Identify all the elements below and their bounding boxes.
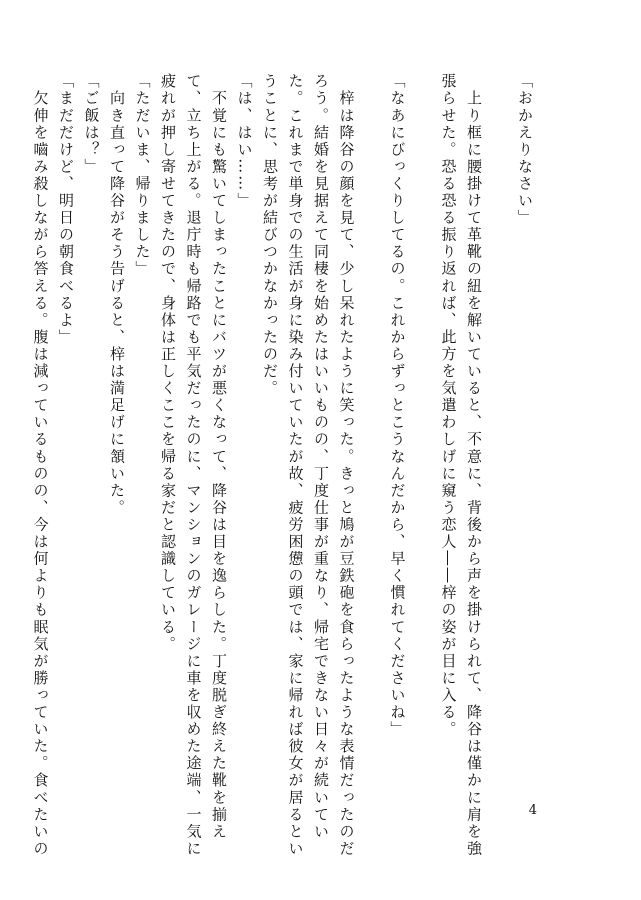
text-line: 張らせた。恐る恐る振り返れば、此方を気遣わしげに窺う恋人――梓の姿が目に入る。 bbox=[439, 73, 458, 738]
text-line: 「は、はい……」 bbox=[235, 73, 254, 210]
text-line: 「なあにびっくりしてるの。これからずっとこうなんだから、早く慣れてくださいね」 bbox=[388, 73, 407, 738]
line-gap bbox=[410, 73, 436, 853]
text-line: 向き直って降谷がそう告げると、梓は満足げに頷いた。 bbox=[108, 73, 126, 517]
line-gap bbox=[359, 73, 385, 853]
text-line: 「おかえりなさい」 bbox=[516, 73, 534, 227]
text-line: て、立ち上がる。退庁時も帰路でも平気だったのに、マンションのガレージに車を収めた途端、一気に bbox=[184, 73, 203, 858]
text-line: 疲れが押し寄せてきたので、身体は正しくここを帰る家だと認識している。 bbox=[159, 73, 177, 653]
text-line: うことに、思考が結びつかなかったのだ。 bbox=[261, 73, 279, 397]
text-line: 不覚にも驚いてしまったことにバツが悪くなって、降谷は目を逸らした。丁度脱ぎ終えた靴を揃え bbox=[210, 73, 228, 841]
text-line: 梓は降谷の顔を見て、少し呆れたように笑った。きっと鳩が豆鉄砲を食らったような表情だったのだ bbox=[337, 73, 356, 858]
text-line: 欠伸を嚙み殺しながら答える。腹は減っているものの、今は何よりも眠気が勝っていた。食べたいの bbox=[31, 73, 50, 858]
text-line: ろう。結婚を見据えて同棲を始めたはいいものの、丁度仕事が重なり、帰宅できない日々が続いてい bbox=[312, 73, 330, 841]
body-text bbox=[31, 73, 537, 858]
page-number: 4 bbox=[528, 803, 537, 818]
line-gap bbox=[486, 73, 512, 853]
text-line: た。これまで単身での生活が身に染み付いていたが故、疲労困憊の頭では、家に帰れば彼女が居るとい bbox=[286, 73, 305, 858]
text-line: 上り框に腰掛けて革靴の紐を解いていると、不意に、背後から声を掛けられて、降谷は僅かに肩を強 bbox=[465, 73, 483, 858]
text-line: 「ご飯は？」 bbox=[82, 73, 101, 176]
text-line: 「まだだけど、明日の朝食べるよ」 bbox=[57, 73, 75, 346]
text-line: 「ただいま、帰りました」 bbox=[133, 73, 152, 278]
